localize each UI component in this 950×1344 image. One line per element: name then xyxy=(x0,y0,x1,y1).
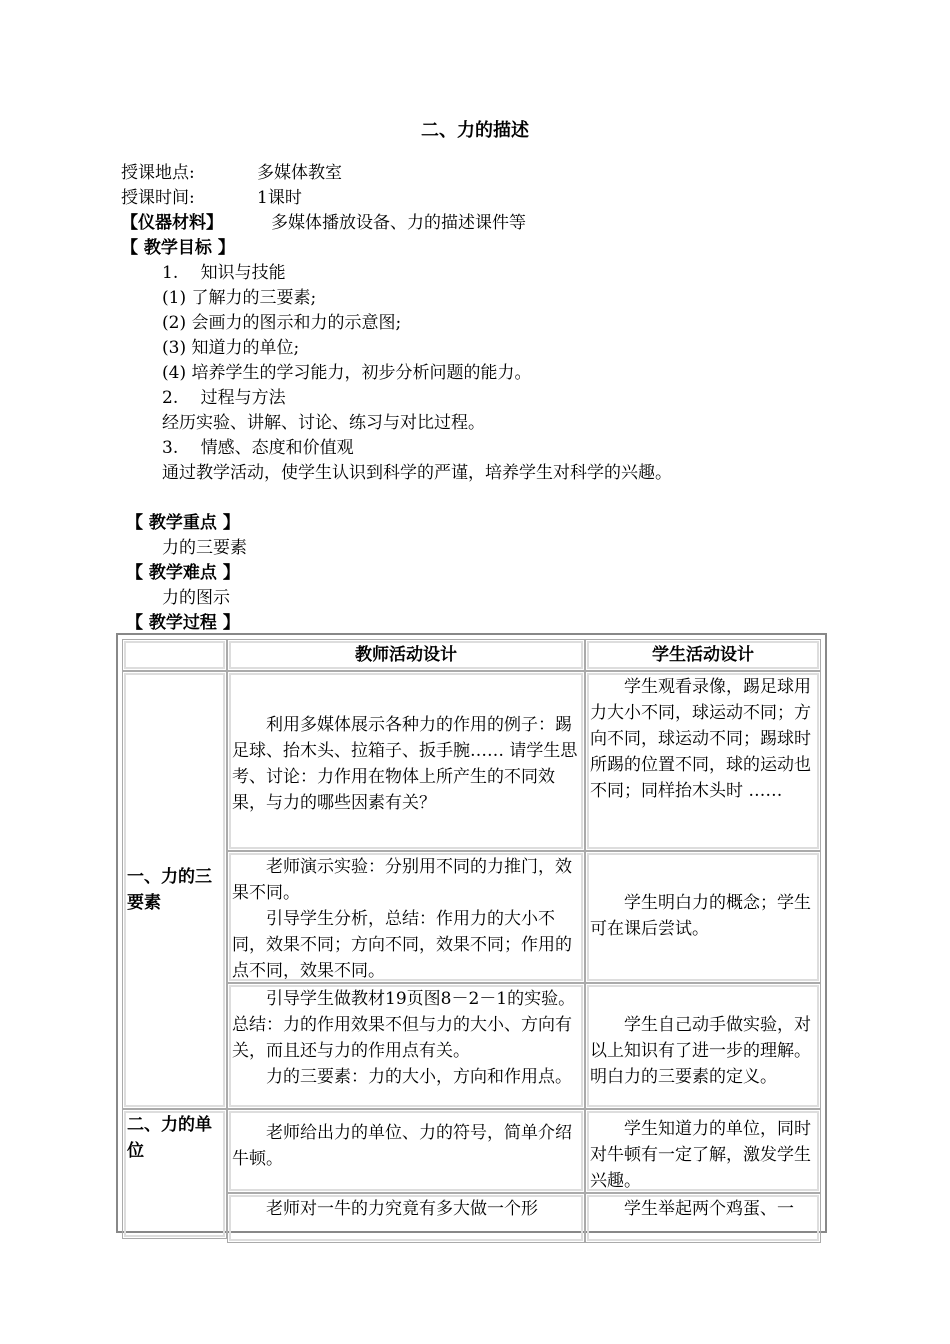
row5-student-text: 学生举起两个鸡蛋、一 xyxy=(624,1199,794,1219)
row5-student xyxy=(585,1193,821,1243)
goal-item: (1) 了解力的三要素; xyxy=(162,288,317,308)
key-point-heading: 【 教学重点 】 xyxy=(126,513,240,533)
materials-value: 多媒体播放设备、力的描述课件等 xyxy=(271,213,526,233)
section-2-label xyxy=(122,1109,227,1239)
goal-item: (4) 培养学生的学习能力，初步分析问题的能力。 xyxy=(162,363,532,383)
row3-teacher xyxy=(227,983,585,1109)
header-student: 学生活动设计 xyxy=(585,639,821,671)
row5-teacher-text: 老师对一牛的力究竟有多大做一个形 xyxy=(266,1199,538,1219)
goal-item: (3) 知道力的单位; xyxy=(162,338,300,358)
row3-student-text: 学生自己动手做实验，对以上知识有了进一步的理解。明白力的三要素的定义。 xyxy=(590,1015,811,1087)
header-teacher: 教师活动设计 xyxy=(227,639,585,671)
row2-teacher xyxy=(227,851,585,983)
row1-teacher xyxy=(227,671,585,851)
row2-student xyxy=(585,851,821,983)
goal-item: 通过教学活动，使学生认识到科学的严谨，培养学生对科学的兴趣。 xyxy=(162,463,672,483)
time-row xyxy=(121,186,302,211)
row2-teacher-text-b: 引导学生分析，总结：作用力的大小不同，效果不同；方向不同，效果不同；作用的点不同，效果不同。 xyxy=(232,909,572,981)
row3-student xyxy=(585,983,821,1109)
section-2-text: 二、力的单位 xyxy=(127,1115,212,1161)
section-1-text: 一、力的三要素 xyxy=(127,867,212,913)
row4-student-text: 学生知道力的单位，同时对牛顿有一定了解，激发学生兴趣。 xyxy=(590,1119,811,1191)
row5-teacher xyxy=(227,1193,585,1243)
process-heading: 【 教学过程 】 xyxy=(126,613,240,633)
goal-item: 经历实验、讲解、讨论、练习与对比过程。 xyxy=(162,413,485,433)
page-title: 二、力的描述 xyxy=(421,120,529,141)
row2-student-text: 学生明白力的概念；学生可在课后尝试。 xyxy=(590,893,811,939)
row4-teacher xyxy=(227,1109,585,1193)
row1-student-text: 学生观看录像，踢足球用力大小不同，球运动不同；方向不同，球运动不同；踢球时所踢的位置不同，球的运动也不同；同样抬木头时 …… xyxy=(590,677,811,801)
process-table xyxy=(116,633,827,1233)
time-label: 授课时间: xyxy=(121,188,195,208)
row4-student xyxy=(585,1109,821,1193)
location-value: 多媒体教室 xyxy=(257,163,342,183)
goal-item: 1. 知识与技能 xyxy=(162,263,286,283)
difficulty-heading: 【 教学难点 】 xyxy=(126,563,240,583)
key-point-text: 力的三要素 xyxy=(162,538,247,558)
section-1-label xyxy=(122,671,227,1109)
row1-student xyxy=(585,671,821,851)
row3-teacher-text-a: 引导学生做教材19页图8－2－1的实验。总结：力的作用效果不但与力的大小、方向有关，而且还与力的作用点有关。 xyxy=(232,989,576,1061)
goal-item: (2) 会画力的图示和力的示意图; xyxy=(162,313,402,333)
goal-item: 3. 情感、态度和价值观 xyxy=(162,438,354,458)
row1-teacher-text: 利用多媒体展示各种力的作用的例子：踢足球、抬木头、拉箱子、扳手腕…… 请学生思考、讨论：力作用在物体上所产生的不同效果，与力的哪些因素有关？ xyxy=(232,715,578,813)
header-empty-cell xyxy=(122,639,227,671)
time-value: 1课时 xyxy=(257,188,302,208)
materials-row xyxy=(121,211,526,236)
location-row xyxy=(121,161,342,186)
location-label: 授课地点: xyxy=(121,163,195,183)
difficulty-text: 力的图示 xyxy=(162,588,230,608)
materials-label: 【仪器材料】 xyxy=(121,213,223,233)
row3-teacher-text-b: 力的三要素：力的大小，方向和作用点。 xyxy=(266,1067,572,1087)
goals-heading: 【 教学目标 】 xyxy=(121,238,235,258)
row2-teacher-text-a: 老师演示实验：分别用不同的力推门，效果不同。 xyxy=(232,857,572,903)
goal-item: 2. 过程与方法 xyxy=(162,388,286,408)
row4-teacher-text: 老师给出力的单位、力的符号，简单介绍牛顿。 xyxy=(232,1123,572,1169)
